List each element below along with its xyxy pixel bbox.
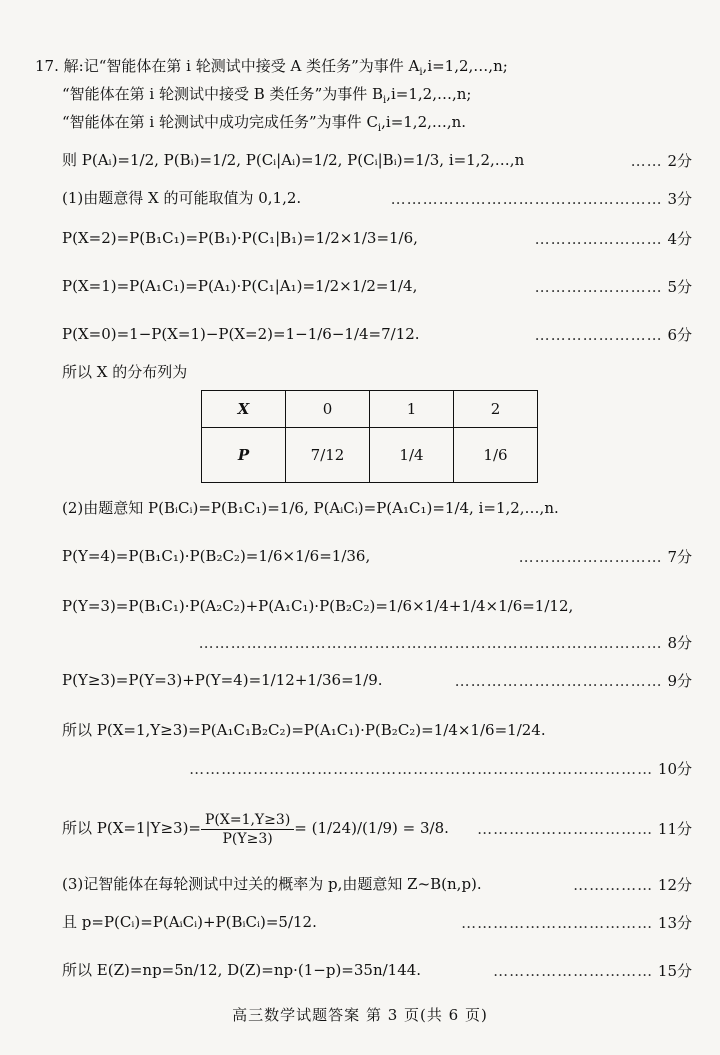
score-10: …………………………………………………………………………… 10分 — [189, 760, 692, 778]
score-11: …………………………… 11分 — [477, 820, 692, 838]
line-px1: P(X=1)=P(A₁C₁)=P(A₁)·P(C₁|A₁)=1/2×1/2=1/4, — [62, 277, 418, 295]
table-cell: 1/6 — [454, 428, 538, 483]
line-probabilities: 则 P(Aᵢ)=1/2, P(Bᵢ)=1/2, P(Cᵢ|Aᵢ)=1/2, P(Cᵢ|Bᵢ)=1/3, i=1,2,…,n — [62, 151, 525, 169]
table-header-cell: 0 — [286, 391, 370, 428]
score-2: …… 2分 — [630, 152, 692, 170]
score-6: …………………… 6分 — [534, 326, 692, 344]
intro-line-1: 17. 解:记“智能体在第 i 轮测试中接受 A 类任务”为事件 $A_i,i=1,2,\dots,n$; — [35, 57, 508, 78]
line-py4: P(Y=4)=P(B₁C₁)·P(B₂C₂)=1/6×1/6=1/36, — [62, 547, 371, 565]
line-conditional: 所以 P(X=1|Y≥3)= $\frac{P(X=1,Y\ge 3)}{P(Y\ge 3)}$ = (1/24)/(1/9) = 3/8. — [62, 811, 449, 847]
line-pyge3: P(Y≥3)=P(Y=3)+P(Y=4)=1/12+1/36=1/9. — [62, 671, 383, 689]
line-px0: P(X=0)=1−P(X=1)−P(X=2)=1−1/6−1/4=7/12. — [62, 325, 420, 343]
line-px2: P(X=2)=P(B₁C₁)=P(B₁)·P(C₁|B₁)=1/2×1/3=1/6, — [62, 229, 418, 247]
page-footer: 高三数学试题答案 第 3 页(共 6 页) — [232, 1006, 488, 1024]
line-part1-values: (1)由题意得 X 的可能取值为 0,1,2. — [62, 189, 302, 207]
score-3: …………………………………………… 3分 — [390, 190, 692, 208]
table-header-cell: 2 — [454, 391, 538, 428]
score-7: ……………………… 7分 — [518, 548, 692, 566]
conditional-fraction: $\frac{P(X=1,Y\ge 3)}{P(Y\ge 3)}$ — [201, 811, 294, 848]
score-13: ……………………………… 13分 — [461, 914, 692, 932]
line-expectation: 所以 E(Z)=np=5n/12, D(Z)=np·(1−p)=35n/144. — [62, 961, 422, 979]
line-distribution-intro: 所以 X 的分布列为 — [62, 363, 188, 381]
score-8: …………………………………………………………………………… 8分 — [198, 634, 692, 652]
table-row — [202, 428, 538, 483]
line-part3: (3)记智能体在每轮测试中过关的概率为 p,由题意知 Z~B(n,p). — [62, 875, 482, 893]
score-5: …………………… 5分 — [534, 278, 692, 296]
line-part2-intro: (2)由题意知 P(BᵢCᵢ)=P(B₁C₁)=1/6, P(AᵢCᵢ)=P(A₁C₁)=1/4, i=1,2,…,n. — [62, 499, 559, 517]
line-joint: 所以 P(X=1,Y≥3)=P(A₁C₁B₂C₂)=P(A₁C₁)·P(B₂C₂)=1/4×1/6=1/24. — [62, 721, 546, 739]
table-header-cell: X — [202, 391, 286, 428]
table-row — [202, 391, 538, 428]
table-row-label: P — [202, 428, 286, 483]
score-12: …………… 12分 — [573, 876, 692, 894]
table-cell: 7/12 — [286, 428, 370, 483]
intro-line-3: “智能体在第 i 轮测试中成功完成任务”为事件 $C_i,i=1,2,\dots,n$. — [62, 113, 467, 134]
table-header-cell: 1 — [370, 391, 454, 428]
distribution-table — [201, 390, 538, 483]
table-cell: 1/4 — [370, 428, 454, 483]
line-py3: P(Y=3)=P(B₁C₁)·P(A₂C₂)+P(A₁C₁)·P(B₂C₂)=1/6×1/4+1/4×1/6=1/12, — [62, 597, 574, 615]
score-15: ………………………… 15分 — [493, 962, 692, 980]
problem-number: 17. — [35, 57, 59, 75]
intro-line-2: “智能体在第 i 轮测试中接受 B 类任务”为事件 $B_i,i=1,2,\dots,n$; — [62, 85, 472, 106]
score-9: ………………………………… 9分 — [454, 672, 692, 690]
line-p-value: 且 p=P(Cᵢ)=P(AᵢCᵢ)+P(BᵢCᵢ)=5/12. — [62, 913, 317, 931]
score-4: …………………… 4分 — [534, 230, 692, 248]
